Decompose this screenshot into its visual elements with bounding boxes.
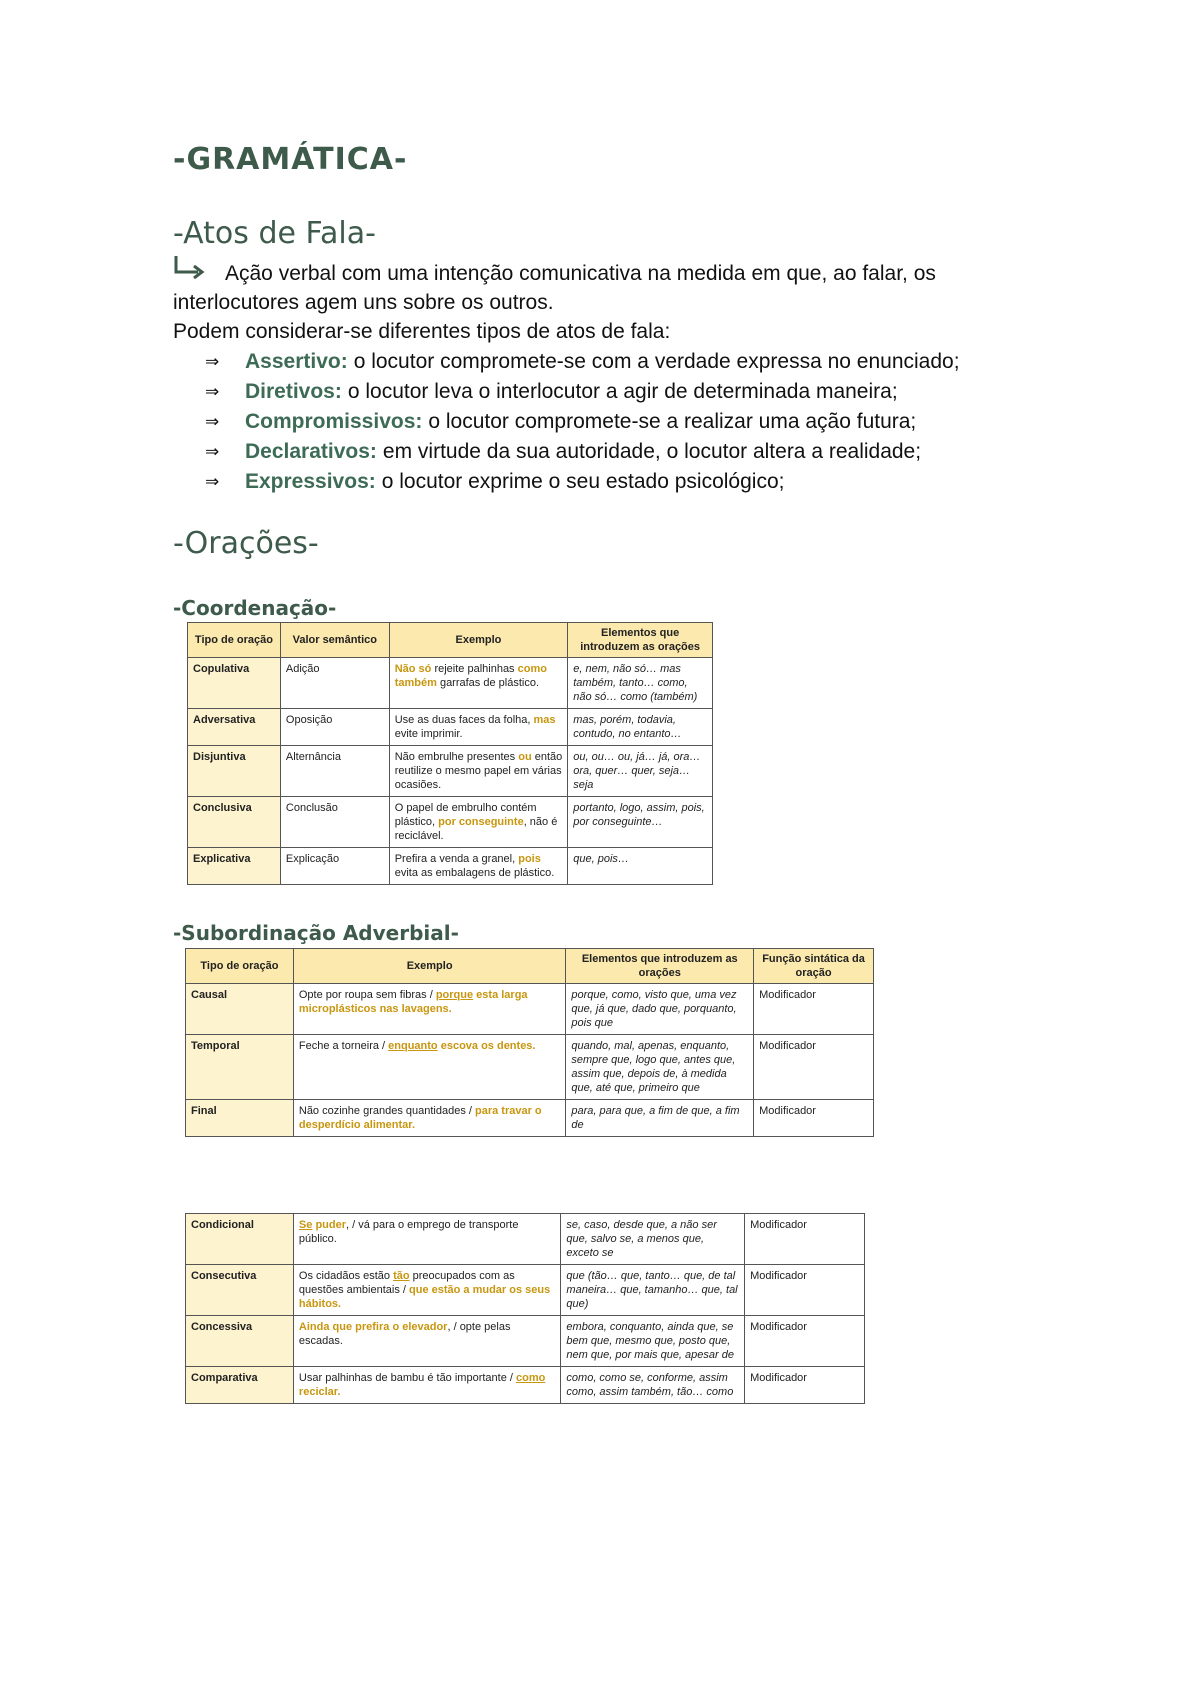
example-fragment: Não cozinhe grandes quantidades / [298, 1105, 475, 1117]
table-row [188, 746, 713, 797]
cell-type: Disjuntiva [188, 746, 281, 797]
column-header: Tipo de oração [186, 949, 294, 984]
speech-act-term: Assertivo: [245, 349, 348, 373]
table-row [186, 1265, 865, 1316]
cell-example [389, 797, 568, 848]
subordination-table [185, 948, 874, 1137]
example-fragment: como também [394, 663, 547, 689]
cell-function: Modificador [745, 1265, 865, 1316]
speech-act-item [205, 436, 960, 466]
cell-elements: que, pois… [568, 848, 713, 885]
cell-example [293, 1035, 566, 1100]
double-arrow-icon: ⇒ [205, 351, 220, 371]
speech-act-item [205, 376, 960, 406]
cell-type: Condicional [186, 1214, 294, 1265]
speech-act-description: o locutor exprime o seu estado psicológico; [381, 469, 785, 493]
example-fragment: esta larga microplásticos nas lavagens. [298, 989, 528, 1015]
speech-act-term: Compromissivos: [245, 409, 423, 433]
speech-acts-list [205, 346, 960, 496]
cell-function: Modificador [745, 1316, 865, 1367]
cell-type: Copulativa [188, 658, 281, 709]
example-fragment: , / vá para o emprego de transporte público. [298, 1219, 519, 1245]
speech-act-term: Expressivos: [245, 469, 376, 493]
example-fragment: Feche a torneira / [298, 1040, 389, 1052]
example-fragment: para travar o desperdício alimentar. [298, 1105, 542, 1131]
cell-example [389, 709, 568, 746]
arrow-down-right-icon [172, 254, 206, 280]
example-fragment: Prefira a venda a granel, [394, 853, 519, 865]
cell-elements: porque, como, visto que, uma vez que, já que, dado que, porquanto, pois que [566, 984, 754, 1035]
example-fragment: escova os dentes. [437, 1040, 536, 1052]
example-fragment: tão [393, 1270, 410, 1282]
speech-act-term: Diretivos: [245, 379, 342, 403]
cell-function: Modificador [754, 1100, 874, 1137]
example-fragment: enquanto [388, 1040, 438, 1052]
example-fragment: Use as duas faces da folha, [394, 714, 534, 726]
coordination-table [187, 622, 713, 885]
intro-line-1: Ação verbal com uma intenção comunicativa na medida em que, ao falar, os [225, 262, 936, 285]
table-row [186, 984, 874, 1035]
cell-type: Causal [186, 984, 294, 1035]
cell-type: Final [186, 1100, 294, 1137]
cell-type: Comparativa [186, 1367, 294, 1404]
column-header: Exemplo [293, 949, 566, 984]
double-arrow-icon: ⇒ [205, 471, 220, 491]
cell-elements: e, nem, não só… mas também, tanto… como, não só… como (também) [568, 658, 713, 709]
cell-function: Modificador [754, 1035, 874, 1100]
example-fragment: evita as embalagens de plástico. [394, 867, 555, 879]
cell-value: Adição [280, 658, 389, 709]
cell-elements: mas, porém, todavia, contudo, no entanto… [568, 709, 713, 746]
example-fragment: Opte por roupa sem fibras / [298, 989, 436, 1001]
cell-example [293, 1265, 561, 1316]
cell-type: Adversativa [188, 709, 281, 746]
cell-elements: portanto, logo, assim, pois, por conseguinte… [568, 797, 713, 848]
example-fragment: Não embrulhe presentes [394, 751, 519, 763]
cell-function: Modificador [745, 1367, 865, 1404]
cell-value: Oposição [280, 709, 389, 746]
cell-example [293, 984, 566, 1035]
example-fragment: Ainda que prefira o elevador [298, 1321, 448, 1333]
example-fragment: , / opte pelas escadas. [298, 1321, 511, 1347]
speech-act-description: o locutor leva o interlocutor a agir de determinada maneira; [347, 379, 898, 403]
table-row [188, 848, 713, 885]
speech-act-term: Declarativos: [245, 439, 377, 463]
cell-example [293, 1367, 561, 1404]
example-fragment: evite imprimir. [394, 728, 463, 740]
example-fragment: Não só [394, 663, 432, 675]
types-intro: Podem considerar-se diferentes tipos de atos de fala: [173, 320, 671, 343]
cell-value: Alternância [280, 746, 389, 797]
cell-example [293, 1214, 561, 1265]
example-fragment: Se [298, 1219, 313, 1231]
table-row [186, 1367, 865, 1404]
speech-act-item [205, 346, 960, 376]
subheading-subordinacao: -Subordinação Adverbial- [173, 921, 459, 945]
table-row [186, 1214, 865, 1265]
example-fragment: O papel de embrulho contém plástico, [394, 802, 537, 828]
cell-example [389, 848, 568, 885]
cell-type: Consecutiva [186, 1265, 294, 1316]
speech-act-description: o locutor compromete-se com a verdade expressa no enunciado; [353, 349, 960, 373]
cell-function: Modificador [745, 1214, 865, 1265]
example-fragment: pois [518, 853, 541, 865]
example-fragment: Os cidadãos estão [298, 1270, 394, 1282]
speech-act-description: em virtude da sua autoridade, o locutor altera a realidade; [382, 439, 922, 463]
example-fragment: porque [435, 989, 474, 1001]
example-fragment: mas [533, 714, 556, 726]
column-header: Exemplo [389, 623, 568, 658]
example-fragment: garrafas de plástico. [436, 677, 540, 689]
double-arrow-icon: ⇒ [205, 381, 220, 401]
subheading-coordenacao: -Coordenação- [173, 596, 337, 620]
section-heading-oracoes: -Orações- [173, 526, 319, 561]
table-row [186, 1316, 865, 1367]
example-fragment: então reutilize o mesmo papel em várias ocasiões. [394, 751, 563, 791]
table-row [186, 1035, 874, 1100]
cell-type: Conclusiva [188, 797, 281, 848]
table-row [188, 709, 713, 746]
table-row [188, 797, 713, 848]
cell-value: Explicação [280, 848, 389, 885]
cell-value: Conclusão [280, 797, 389, 848]
example-fragment: , não é reciclável. [394, 816, 558, 842]
cell-example [293, 1100, 566, 1137]
cell-type: Temporal [186, 1035, 294, 1100]
speech-act-item [205, 406, 960, 436]
example-fragment: puder [312, 1219, 347, 1231]
column-header: Função sintática da oração [754, 949, 874, 984]
cell-elements: que (tão… que, tanto… que, de tal maneira… que, tamanho… que, tal que) [561, 1265, 745, 1316]
cell-type: Explicativa [188, 848, 281, 885]
column-header: Elementos que introduzem as orações [566, 949, 754, 984]
subordination-table-continued [185, 1213, 865, 1404]
column-header: Elementos que introduzem as orações [568, 623, 713, 658]
intro-line-2: interlocutores agem uns sobre os outros. [173, 291, 554, 314]
double-arrow-icon: ⇒ [205, 411, 220, 431]
speech-act-description: o locutor compromete-se a realizar uma ação futura; [428, 409, 917, 433]
document-title: -GRAMÁTICA- [173, 142, 408, 177]
cell-example [389, 658, 568, 709]
cell-elements: se, caso, desde que, a não ser que, salvo se, a menos que, exceto se [561, 1214, 745, 1265]
speech-act-item [205, 466, 960, 496]
example-fragment: preocupados com as questões ambientais / [298, 1270, 515, 1296]
cell-example [293, 1316, 561, 1367]
example-fragment: rejeite palhinhas [431, 663, 518, 675]
table-row [186, 1100, 874, 1137]
cell-elements: ou, ou… ou, já… já, ora… ora, quer… quer, seja… seja [568, 746, 713, 797]
example-fragment: que estão a mudar os seus hábitos. [298, 1284, 551, 1310]
column-header: Tipo de oração [188, 623, 281, 658]
cell-elements: como, como se, conforme, assim como, assim também, tão… como [561, 1367, 745, 1404]
example-fragment: ou [518, 751, 532, 763]
cell-example [389, 746, 568, 797]
table-row [188, 658, 713, 709]
cell-type: Concessiva [186, 1316, 294, 1367]
example-fragment: por conseguinte [438, 816, 524, 828]
example-fragment: Usar palhinhas de bambu é tão importante / [298, 1372, 516, 1384]
section-heading-atos: -Atos de Fala- [173, 216, 376, 251]
cell-elements: quando, mal, apenas, enquanto, sempre que, logo que, antes que, assim que, depois de, à medida que, até que, primeiro que [566, 1035, 754, 1100]
example-fragment: reciclar. [298, 1386, 341, 1398]
cell-elements: para, para que, a fim de que, a fim de [566, 1100, 754, 1137]
double-arrow-icon: ⇒ [205, 441, 220, 461]
cell-elements: embora, conquanto, ainda que, se bem que, mesmo que, posto que, nem que, por mais que, apesar de [561, 1316, 745, 1367]
example-fragment: como [516, 1372, 546, 1384]
column-header: Valor semântico [280, 623, 389, 658]
cell-function: Modificador [754, 984, 874, 1035]
